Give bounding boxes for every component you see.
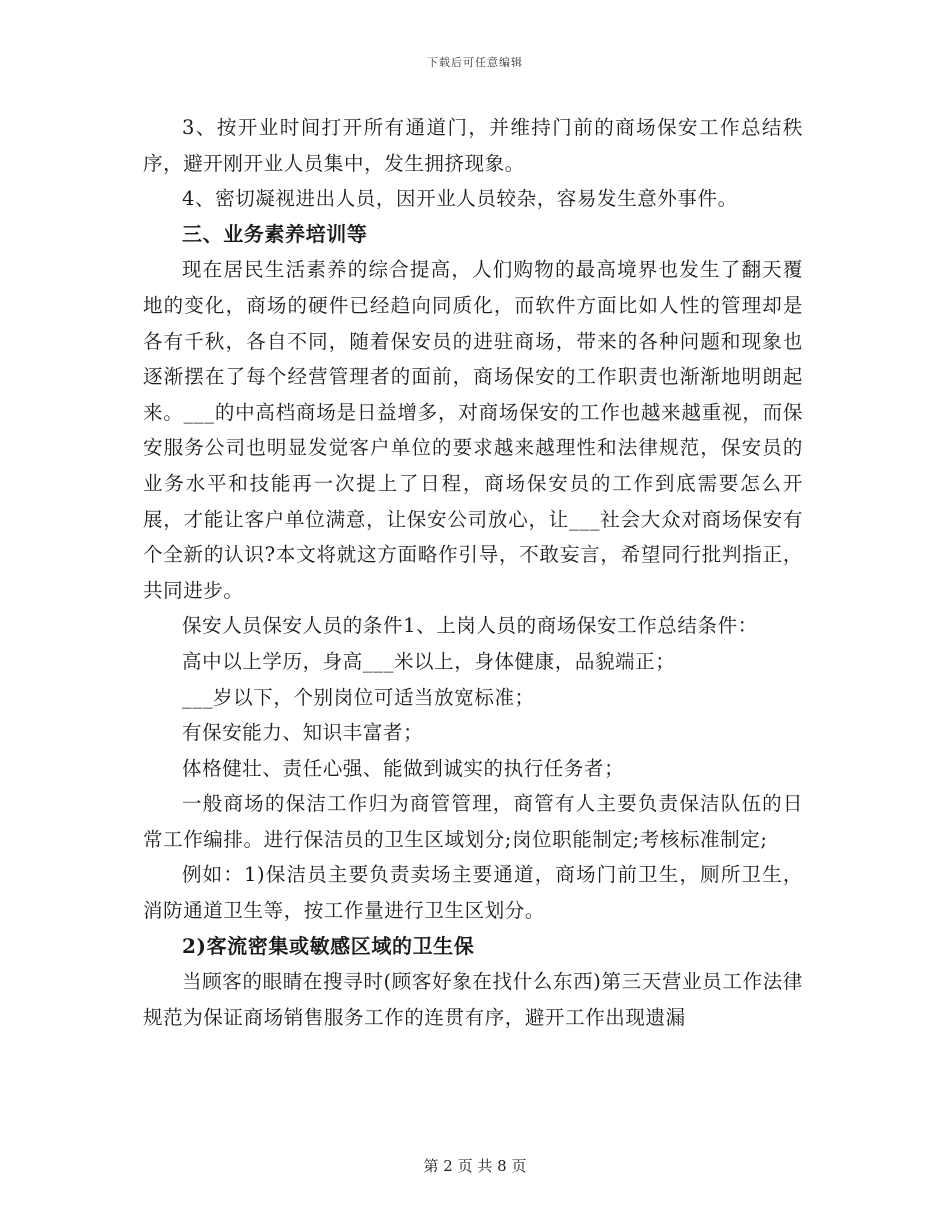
subheading-sensitive-areas: 2)客流密集或敏感区域的卫生保 — [182, 933, 475, 958]
section-heading-3: 三、业务素养培训等 — [182, 221, 368, 246]
requirement-ability: 有保安能力、知识丰富者； — [182, 721, 424, 745]
requirement-physique: 体格健壮、责任心强、能做到诚实的执行任务者； — [182, 756, 625, 780]
page-header: 下载后可任意编辑 — [427, 56, 523, 69]
paragraph-customer: 当顾客的眼睛在搜寻时(顾客好象在找什么东西)第三天营业员工作法律规范为保证商场销售服务工作的连贯有序，避开工作出现遗漏 — [143, 970, 803, 1029]
paragraph-requirements: 保安人员保安人员的条件1、上岗人员的商场保安工作总结条件： — [182, 614, 758, 638]
paragraph-intro: 现在居民生活素养的综合提高，人们购物的最高境界也发生了翻天覆地的变化，商场的硬件已经趋向同质化，而软件方面比如人性的管理却是各有千秋，各自不同，随着保安员的进驻商场，带来的各种问题和现象也逐渐摆在了每个经营管理者的面前，商场保安的工作职责也渐渐地明朗起来。___的中高档商场是日益增多，对商场保安的工作也越来越重视，而保安服务公司也明显发觉客户单位的要求越来越理性和法律规范，保安员的业务水平和技能再一次提上了日程，商场保安员的工作到底需要怎么开展，才能让客户单位满意，让保安公司放心，让___社会大众对商场保安有个全新的认识?本文将就这方面略作引导，不敢妄言，希望同行批判指正，共同进步。 — [143, 258, 803, 602]
paragraph-item-3: 3、按开业时间打开所有通道门，并维持门前的商场保安工作总结秩序，避开刚开业人员集中，发生拥挤现象。 — [143, 116, 803, 175]
paragraph-item-4: 4、密切凝视进出人员，因开业人员较杂，容易发生意外事件。 — [182, 187, 738, 211]
paragraph-example: 例如：1)保洁员主要负责卖场主要通道，商场门前卫生，厕所卫生，消防通道卫生等，按工作量进行卫生区划分。 — [143, 863, 803, 923]
page-number: 第 2 页 共 8 页 — [423, 1157, 527, 1175]
document-body — [143, 110, 803, 1035]
paragraph-cleaning: 一般商场的保洁工作归为商管管理，商管有人主要负责保洁队伍的日常工作编排。进行保洁员的卫生区域划分;岗位职能制定;考核标准制定; — [143, 792, 803, 851]
requirement-age: ___岁以下，个别岗位可适当放宽标准； — [182, 685, 535, 709]
requirement-education: 高中以上学历，身高___米以上，身体健康，品貌端正； — [182, 649, 676, 673]
